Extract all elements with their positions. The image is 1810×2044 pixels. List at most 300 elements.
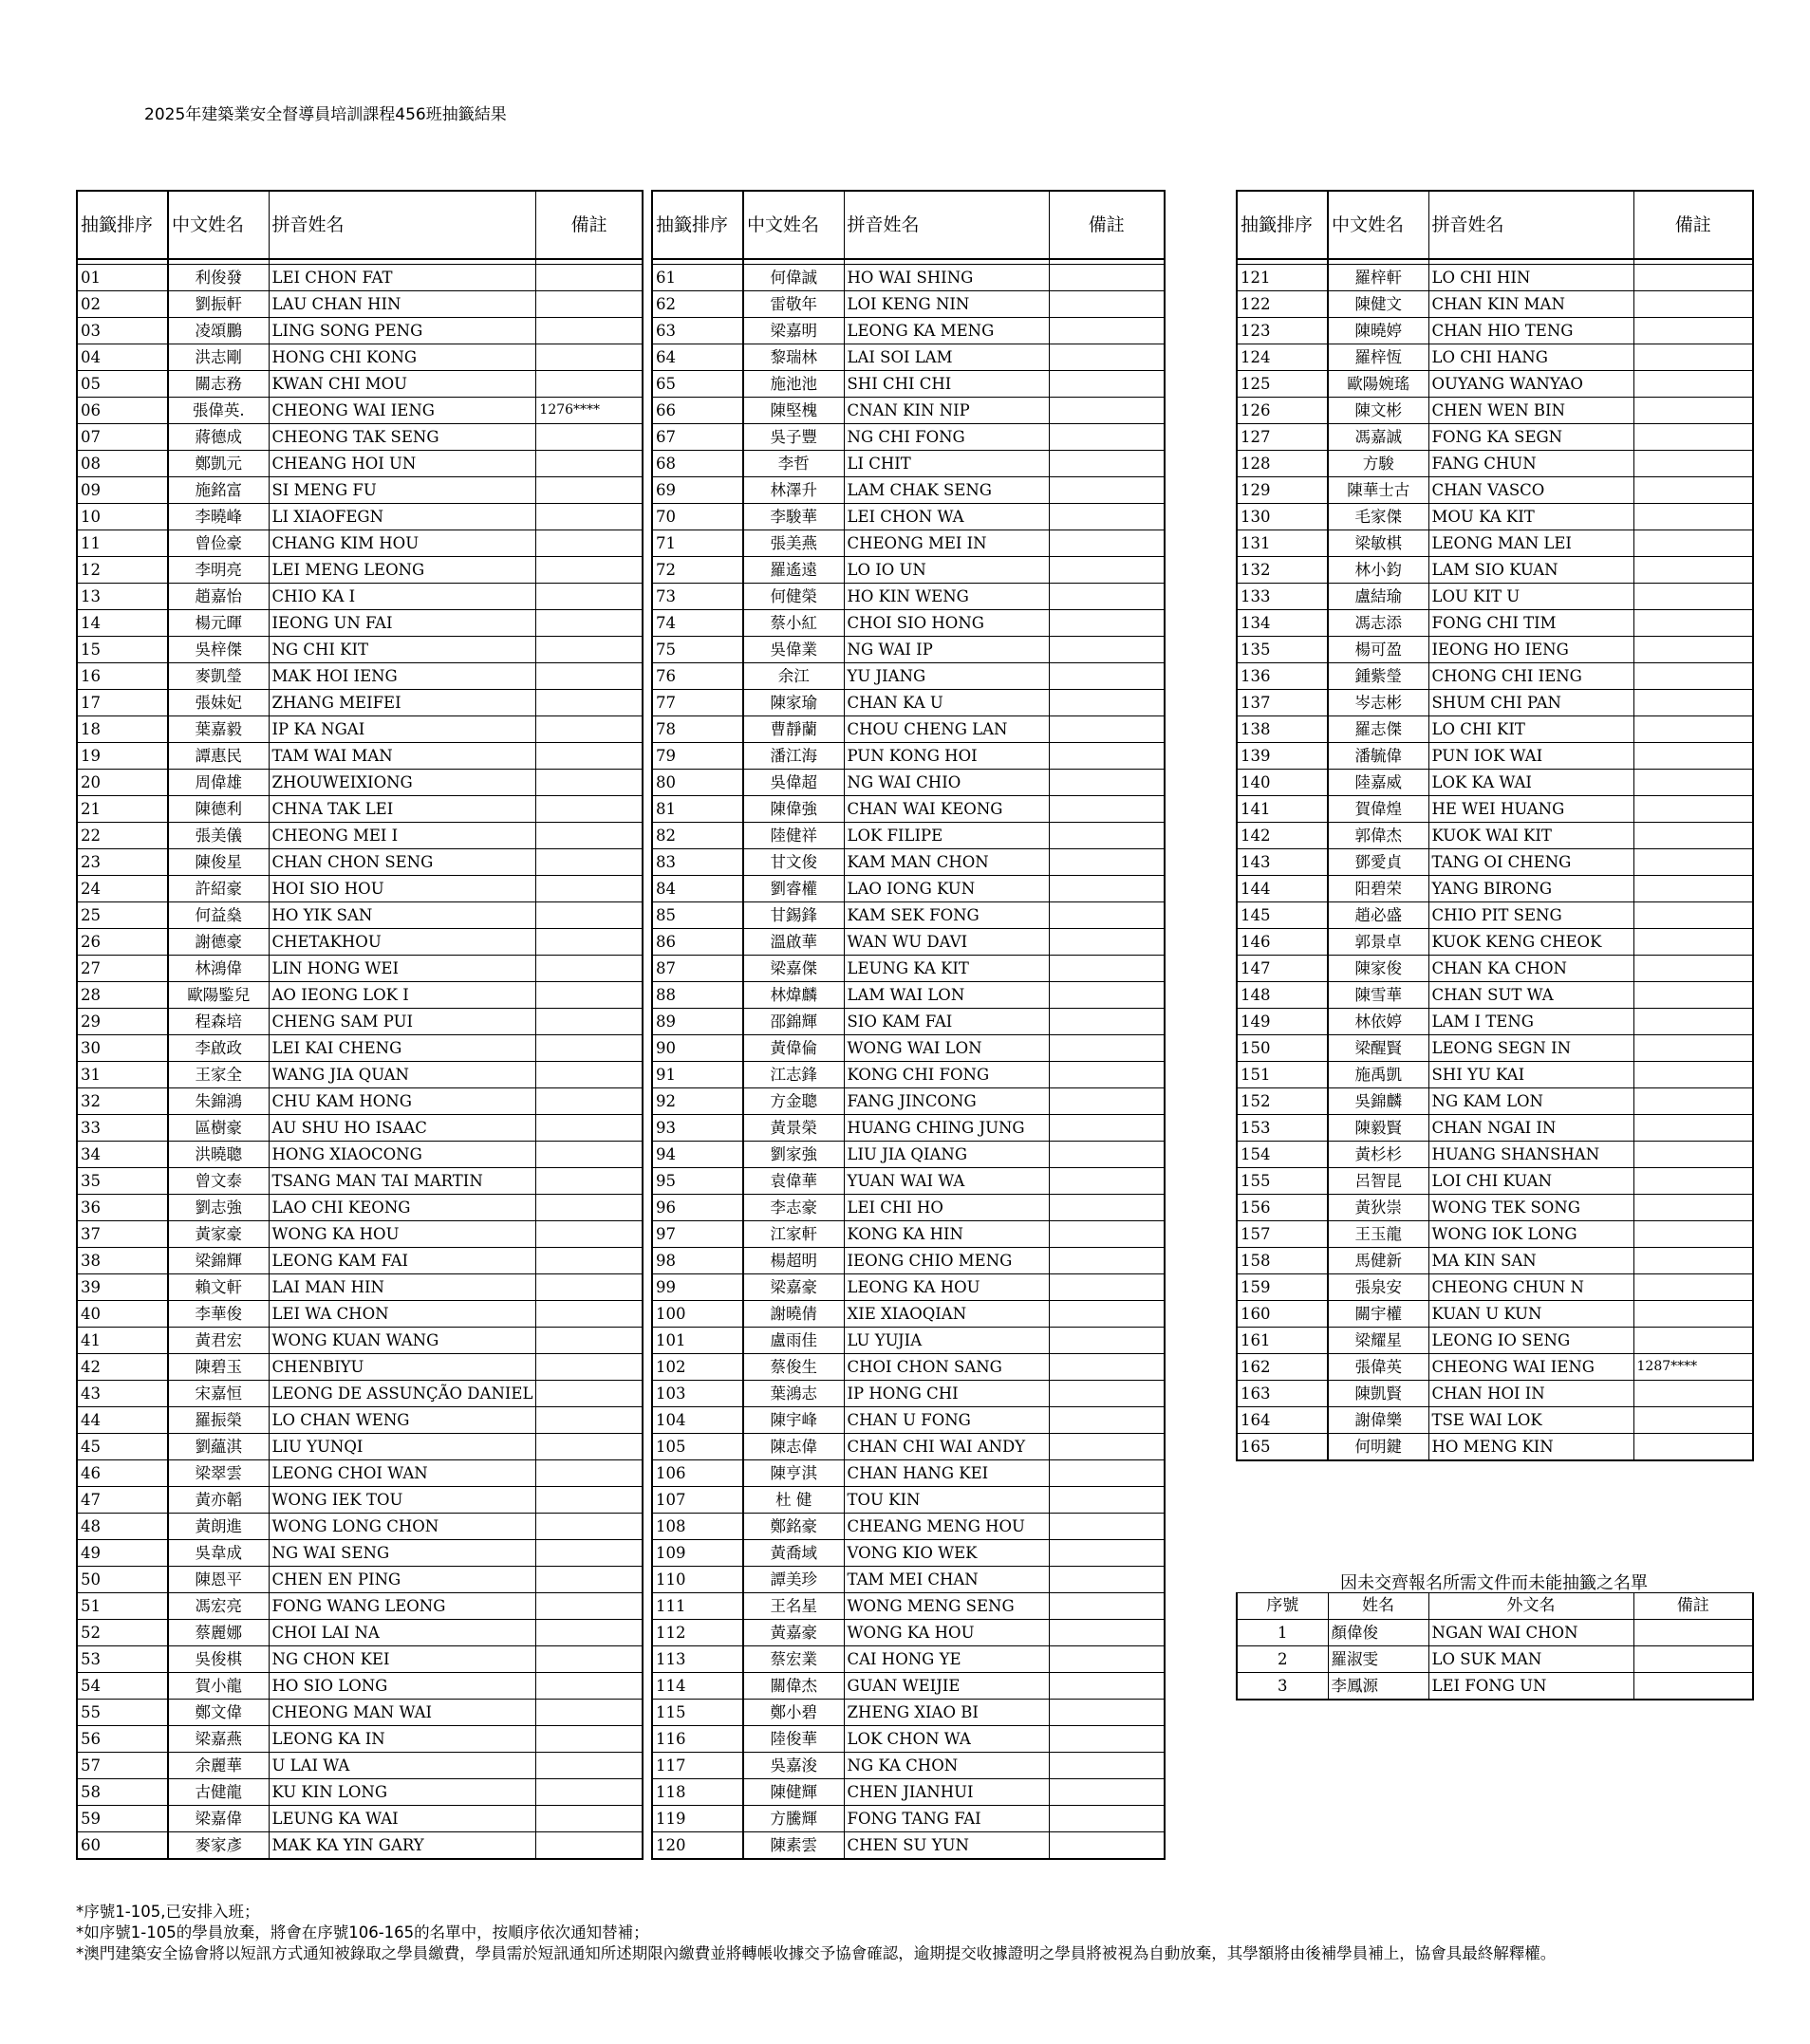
- chinese-name: 陳亨淇: [743, 1460, 844, 1487]
- pinyin-name: SHI YU KAI: [1428, 1062, 1633, 1088]
- pinyin-name: SHI CHI CHI: [844, 371, 1049, 398]
- draw-order: 104: [652, 1407, 743, 1434]
- chinese-name: 黃朗進: [168, 1514, 269, 1540]
- table-row: [77, 530, 643, 557]
- remarks: [536, 663, 643, 690]
- chinese-name: 梁嘉傑: [743, 956, 844, 982]
- remarks: [536, 1779, 643, 1806]
- pinyin-name: LOK KA WAI: [1428, 770, 1633, 796]
- table-row: [652, 1407, 1165, 1434]
- pinyin-name: CHOI LAI NA: [269, 1620, 536, 1646]
- remarks: [1049, 477, 1165, 504]
- table-row: [652, 716, 1165, 743]
- draw-order: 152: [1237, 1088, 1328, 1115]
- chinese-name: 吳俊棋: [168, 1646, 269, 1673]
- chinese-name: 陳雪華: [1328, 982, 1428, 1009]
- draw-order: 19: [77, 743, 168, 770]
- footnote: *序號1-105,已安排入班；: [76, 1903, 260, 1921]
- pinyin-name: HO KIN WENG: [844, 584, 1049, 610]
- pinyin-name: LING SONG PENG: [269, 318, 536, 344]
- draw-order: 109: [652, 1540, 743, 1567]
- draw-order: 124: [1237, 344, 1328, 371]
- chinese-name: 盧結瑜: [1328, 584, 1428, 610]
- remarks: [1049, 1381, 1165, 1407]
- chinese-name: 王名星: [743, 1593, 844, 1620]
- draw-order: 125: [1237, 371, 1328, 398]
- remarks: [1049, 1142, 1165, 1168]
- chinese-name: 馮宏亮: [168, 1593, 269, 1620]
- table-row: [652, 956, 1165, 982]
- footnotes: [76, 1902, 1556, 1964]
- chinese-name: 王玉龍: [1328, 1221, 1428, 1248]
- remarks: [1049, 1673, 1165, 1700]
- remarks: [1049, 291, 1165, 318]
- pinyin-name: WONG IEK TOU: [269, 1487, 536, 1514]
- pinyin-name: SI MENG FU: [269, 477, 536, 504]
- remarks: [1049, 1700, 1165, 1726]
- remarks: [1633, 265, 1753, 291]
- draw-order: 35: [77, 1168, 168, 1195]
- pinyin-name: WONG IOK LONG: [1428, 1221, 1633, 1248]
- table-row: [1237, 876, 1753, 902]
- pinyin-name: CHAN U FONG: [844, 1407, 1049, 1434]
- remarks: [1049, 1487, 1165, 1514]
- pinyin-name: ZHOUWEIXIONG: [269, 770, 536, 796]
- remarks: [1633, 424, 1753, 451]
- pinyin-name: MOU KA KIT: [1428, 504, 1633, 530]
- remarks: [1049, 1726, 1165, 1753]
- draw-order: 32: [77, 1088, 168, 1115]
- pinyin-name: YUAN WAI WA: [844, 1168, 1049, 1195]
- table-row: [1237, 1035, 1753, 1062]
- draw-order: 141: [1237, 796, 1328, 823]
- table-row: [1237, 477, 1753, 504]
- table-row: [1237, 424, 1753, 451]
- remarks: [536, 1088, 643, 1115]
- pinyin-name: AU SHU HO ISAAC: [269, 1115, 536, 1142]
- pinyin-name: MAK KA YIN GARY: [269, 1832, 536, 1860]
- chinese-name: 黎瑞林: [743, 344, 844, 371]
- chinese-name: 余江: [743, 663, 844, 690]
- draw-order: 165: [1237, 1434, 1328, 1461]
- chinese-name: 楊可盈: [1328, 637, 1428, 663]
- chinese-name: 楊超明: [743, 1248, 844, 1274]
- draw-order: 137: [1237, 690, 1328, 716]
- header-remarks: 備註: [1633, 191, 1753, 259]
- pinyin-name: LO CHI HANG: [1428, 344, 1633, 371]
- draw-order: 27: [77, 956, 168, 982]
- header-chinese-name: 中文姓名: [1328, 191, 1428, 259]
- remarks: [1049, 1593, 1165, 1620]
- header-draw-order: 抽籤排序: [77, 191, 168, 259]
- pinyin-name: FONG KA SEGN: [1428, 424, 1633, 451]
- pinyin-name: LO IO UN: [844, 557, 1049, 584]
- chinese-name: 陳健輝: [743, 1779, 844, 1806]
- remarks: [536, 530, 643, 557]
- remarks: [1633, 823, 1753, 849]
- chinese-name: 羅振榮: [168, 1407, 269, 1434]
- draw-order: 17: [77, 690, 168, 716]
- table-row: [652, 1142, 1165, 1168]
- pinyin-name: LOI KENG NIN: [844, 291, 1049, 318]
- excluded-table: [1236, 1592, 1754, 1700]
- table-row: [1237, 1062, 1753, 1088]
- pinyin-name: LOK FILIPE: [844, 823, 1049, 849]
- pinyin-name: LEONG KAM FAI: [269, 1248, 536, 1274]
- excluded-header-row: [1237, 1593, 1753, 1620]
- table-row: [77, 398, 643, 424]
- draw-order: 52: [77, 1620, 168, 1646]
- row-name: 羅淑雯: [1328, 1646, 1428, 1673]
- remarks: [1633, 716, 1753, 743]
- table-row: [1237, 291, 1753, 318]
- chinese-name: 陳志偉: [743, 1434, 844, 1460]
- table-row: [652, 557, 1165, 584]
- lottery-table-3: [1236, 190, 1754, 1461]
- chinese-name: 杜 健: [743, 1487, 844, 1514]
- chinese-name: 張美儀: [168, 823, 269, 849]
- table-row: [77, 1274, 643, 1301]
- row-name: 顏偉俊: [1328, 1620, 1428, 1646]
- pinyin-name: KU KIN LONG: [269, 1779, 536, 1806]
- chinese-name: 江志鋒: [743, 1062, 844, 1088]
- chinese-name: 潘毓偉: [1328, 743, 1428, 770]
- draw-order: 46: [77, 1460, 168, 1487]
- table-row: [77, 1567, 643, 1593]
- pinyin-name: LAM SIO KUAN: [1428, 557, 1633, 584]
- draw-order: 70: [652, 504, 743, 530]
- draw-order: 160: [1237, 1301, 1328, 1328]
- pinyin-name: CHIO PIT SENG: [1428, 902, 1633, 929]
- chinese-name: 謝德豪: [168, 929, 269, 956]
- remarks: [536, 956, 643, 982]
- remarks: [1049, 1035, 1165, 1062]
- remarks: [536, 1460, 643, 1487]
- table-row: [1237, 1381, 1753, 1407]
- draw-order: 134: [1237, 610, 1328, 637]
- table-row: [1237, 1301, 1753, 1328]
- chinese-name: 吳子豐: [743, 424, 844, 451]
- remarks: [536, 265, 643, 291]
- draw-order: 55: [77, 1700, 168, 1726]
- table-row: [77, 1195, 643, 1221]
- draw-order: 113: [652, 1646, 743, 1673]
- draw-order: 99: [652, 1274, 743, 1301]
- chinese-name: 陳曉婷: [1328, 318, 1428, 344]
- draw-order: 12: [77, 557, 168, 584]
- pinyin-name: HUANG SHANSHAN: [1428, 1142, 1633, 1168]
- table-row: [77, 1328, 643, 1354]
- remarks: [1049, 1514, 1165, 1540]
- table-row: [652, 1062, 1165, 1088]
- draw-order: 05: [77, 371, 168, 398]
- draw-order: 03: [77, 318, 168, 344]
- remarks: [1633, 690, 1753, 716]
- remarks: [1633, 1301, 1753, 1328]
- table-row: [652, 902, 1165, 929]
- table-row: [1237, 451, 1753, 477]
- draw-order: 50: [77, 1567, 168, 1593]
- table-row: [1237, 1115, 1753, 1142]
- remarks: [1049, 610, 1165, 637]
- remarks: [1633, 982, 1753, 1009]
- chinese-name: 陳文彬: [1328, 398, 1428, 424]
- pinyin-name: SIO KAM FAI: [844, 1009, 1049, 1035]
- draw-order: 107: [652, 1487, 743, 1514]
- remarks: [536, 743, 643, 770]
- draw-order: 87: [652, 956, 743, 982]
- remarks: [536, 291, 643, 318]
- draw-order: 66: [652, 398, 743, 424]
- chinese-name: 甘文俊: [743, 849, 844, 876]
- chinese-name: 吳偉業: [743, 637, 844, 663]
- remarks: [536, 344, 643, 371]
- chinese-name: 陳德利: [168, 796, 269, 823]
- table-row: [77, 1832, 643, 1860]
- draw-order: 54: [77, 1673, 168, 1700]
- remarks: [536, 1540, 643, 1567]
- pinyin-name: LAO CHI KEONG: [269, 1195, 536, 1221]
- draw-order: 24: [77, 876, 168, 902]
- pinyin-name: LEONG SEGN IN: [1428, 1035, 1633, 1062]
- table-row: [652, 584, 1165, 610]
- draw-order: 102: [652, 1354, 743, 1381]
- draw-order: 133: [1237, 584, 1328, 610]
- draw-order: 78: [652, 716, 743, 743]
- table-row: [652, 504, 1165, 530]
- pinyin-name: KWAN CHI MOU: [269, 371, 536, 398]
- pinyin-name: PUN IOK WAI: [1428, 743, 1633, 770]
- remarks: [1633, 1381, 1753, 1407]
- table-row: [77, 504, 643, 530]
- pinyin-name: IEONG CHIO MENG: [844, 1248, 1049, 1274]
- remarks: [536, 929, 643, 956]
- row-note: [1633, 1620, 1753, 1646]
- draw-order: 117: [652, 1753, 743, 1779]
- remarks: [1049, 849, 1165, 876]
- remarks: [1633, 1195, 1753, 1221]
- pinyin-name: CHAN HIO TENG: [1428, 318, 1633, 344]
- table-row: [1237, 1088, 1753, 1115]
- table-row: [77, 1673, 643, 1700]
- draw-order: 112: [652, 1620, 743, 1646]
- remarks: [1049, 1009, 1165, 1035]
- remarks: [1049, 902, 1165, 929]
- chinese-name: 梁耀星: [1328, 1328, 1428, 1354]
- draw-order: 43: [77, 1381, 168, 1407]
- pinyin-name: FONG CHI TIM: [1428, 610, 1633, 637]
- chinese-name: 朱錦鴻: [168, 1088, 269, 1115]
- chinese-name: 張偉英.: [168, 398, 269, 424]
- header-chinese-name: 中文姓名: [168, 191, 269, 259]
- remarks: [1049, 1221, 1165, 1248]
- pinyin-name: LEI MENG LEONG: [269, 557, 536, 584]
- pinyin-name: CHAN CHI WAI ANDY: [844, 1434, 1049, 1460]
- pinyin-name: WONG TEK SONG: [1428, 1195, 1633, 1221]
- chinese-name: 郭景卓: [1328, 929, 1428, 956]
- table-row: [1237, 849, 1753, 876]
- table-row: [77, 610, 643, 637]
- draw-order: 146: [1237, 929, 1328, 956]
- pinyin-name: CHAN CHON SENG: [269, 849, 536, 876]
- pinyin-name: LAU CHAN HIN: [269, 291, 536, 318]
- chinese-name: 陳素雲: [743, 1832, 844, 1860]
- draw-order: 13: [77, 584, 168, 610]
- draw-order: 20: [77, 770, 168, 796]
- remarks: [536, 1142, 643, 1168]
- remarks: [1633, 1115, 1753, 1142]
- remarks: [1049, 1832, 1165, 1860]
- pinyin-name: LU YUJIA: [844, 1328, 1049, 1354]
- remarks: [1633, 637, 1753, 663]
- remarks: [536, 1673, 643, 1700]
- table-row: [77, 796, 643, 823]
- chinese-name: 陳毅賢: [1328, 1115, 1428, 1142]
- table-row: [77, 902, 643, 929]
- chinese-name: 黃偉倫: [743, 1035, 844, 1062]
- draw-order: 38: [77, 1248, 168, 1274]
- pinyin-name: LO CHI KIT: [1428, 716, 1633, 743]
- table-row: [77, 1381, 643, 1407]
- remarks: [536, 770, 643, 796]
- chinese-name: 關志務: [168, 371, 269, 398]
- chinese-name: 梁敏棋: [1328, 530, 1428, 557]
- chinese-name: 蔡麗娜: [168, 1620, 269, 1646]
- remarks: [1633, 1035, 1753, 1062]
- pinyin-name: LEONG KA MENG: [844, 318, 1049, 344]
- pinyin-name: CHEN JIANHUI: [844, 1779, 1049, 1806]
- table-header-row: [652, 191, 1165, 259]
- chinese-name: 宋嘉恒: [168, 1381, 269, 1407]
- chinese-name: 梁嘉燕: [168, 1726, 269, 1753]
- draw-order: 33: [77, 1115, 168, 1142]
- table-row: [1237, 1354, 1753, 1381]
- table-row: [1237, 823, 1753, 849]
- draw-order: 23: [77, 849, 168, 876]
- remarks: [536, 1567, 643, 1593]
- pinyin-name: CHENG SAM PUI: [269, 1009, 536, 1035]
- pinyin-name: LEONG IO SENG: [1428, 1328, 1633, 1354]
- chinese-name: 陳堅槐: [743, 398, 844, 424]
- chinese-name: 方騰輝: [743, 1806, 844, 1832]
- table-row: [652, 318, 1165, 344]
- chinese-name: 蔡小紅: [743, 610, 844, 637]
- draw-order: 145: [1237, 902, 1328, 929]
- remarks: [536, 584, 643, 610]
- table-row: [652, 1646, 1165, 1673]
- remarks: [1049, 690, 1165, 716]
- chinese-name: 馮嘉誠: [1328, 424, 1428, 451]
- pinyin-name: LEONG CHOI WAN: [269, 1460, 536, 1487]
- table-row: [1237, 1328, 1753, 1354]
- chinese-name: 劉家強: [743, 1142, 844, 1168]
- draw-order: 40: [77, 1301, 168, 1328]
- draw-order: 75: [652, 637, 743, 663]
- remarks: [1633, 743, 1753, 770]
- remarks: [1049, 398, 1165, 424]
- pinyin-name: HO WAI SHING: [844, 265, 1049, 291]
- table-row: [1237, 398, 1753, 424]
- chinese-name: 李明亮: [168, 557, 269, 584]
- pinyin-name: LEI CHON WA: [844, 504, 1049, 530]
- pinyin-name: CHNA TAK LEI: [269, 796, 536, 823]
- table-row: [1237, 1407, 1753, 1434]
- pinyin-name: MAK HOI IENG: [269, 663, 536, 690]
- table-row: [1237, 1009, 1753, 1035]
- remarks: [1049, 956, 1165, 982]
- remarks: [1633, 1009, 1753, 1035]
- pinyin-name: CHIO KA I: [269, 584, 536, 610]
- table-row: [1237, 796, 1753, 823]
- table-row: [652, 1115, 1165, 1142]
- chinese-name: 陳凱賢: [1328, 1381, 1428, 1407]
- table-row: [652, 1726, 1165, 1753]
- draw-order: 72: [652, 557, 743, 584]
- remarks: [1633, 956, 1753, 982]
- chinese-name: 何偉誠: [743, 265, 844, 291]
- pinyin-name: WONG LONG CHON: [269, 1514, 536, 1540]
- chinese-name: 施銘富: [168, 477, 269, 504]
- draw-order: 93: [652, 1115, 743, 1142]
- table-row: [1237, 530, 1753, 557]
- pinyin-name: TOU KIN: [844, 1487, 1049, 1514]
- pinyin-name: CHEONG WAI IENG: [1428, 1354, 1633, 1381]
- table-row: [1237, 557, 1753, 584]
- pinyin-name: ZHANG MEIFEI: [269, 690, 536, 716]
- chinese-name: 王家全: [168, 1062, 269, 1088]
- pinyin-name: LIU YUNQI: [269, 1434, 536, 1460]
- pinyin-name: KAM MAN CHON: [844, 849, 1049, 876]
- remarks: [1049, 318, 1165, 344]
- draw-order: 162: [1237, 1354, 1328, 1381]
- table-row: [77, 584, 643, 610]
- table-row: [652, 1487, 1165, 1514]
- pinyin-name: LAI SOI LAM: [844, 344, 1049, 371]
- draw-order: 159: [1237, 1274, 1328, 1301]
- remarks: [1049, 929, 1165, 956]
- pinyin-name: CHAN KA CHON: [1428, 956, 1633, 982]
- header-name: 姓名: [1328, 1593, 1428, 1620]
- remarks: [1049, 1062, 1165, 1088]
- table-row: [77, 1806, 643, 1832]
- table-row: [1237, 610, 1753, 637]
- pinyin-name: HOI SIO HOU: [269, 876, 536, 902]
- table-row: [77, 1620, 643, 1646]
- pinyin-name: CHEANG HOI UN: [269, 451, 536, 477]
- remarks: [536, 318, 643, 344]
- table-row: [77, 716, 643, 743]
- pinyin-name: HONG CHI KONG: [269, 344, 536, 371]
- draw-order: 140: [1237, 770, 1328, 796]
- draw-order: 62: [652, 291, 743, 318]
- draw-order: 108: [652, 1514, 743, 1540]
- pinyin-name: CHEONG MAN WAI: [269, 1700, 536, 1726]
- chinese-name: 鄭凱元: [168, 451, 269, 477]
- table-row: [77, 743, 643, 770]
- remarks: [1633, 1328, 1753, 1354]
- remarks: [1633, 1221, 1753, 1248]
- pinyin-name: FANG CHUN: [1428, 451, 1633, 477]
- chinese-name: 張美燕: [743, 530, 844, 557]
- chinese-name: 岑志彬: [1328, 690, 1428, 716]
- table-row: [77, 557, 643, 584]
- table-row: [77, 1009, 643, 1035]
- remarks: [1049, 982, 1165, 1009]
- table-row: [652, 1753, 1165, 1779]
- remarks: [1633, 770, 1753, 796]
- draw-order: 138: [1237, 716, 1328, 743]
- draw-order: 77: [652, 690, 743, 716]
